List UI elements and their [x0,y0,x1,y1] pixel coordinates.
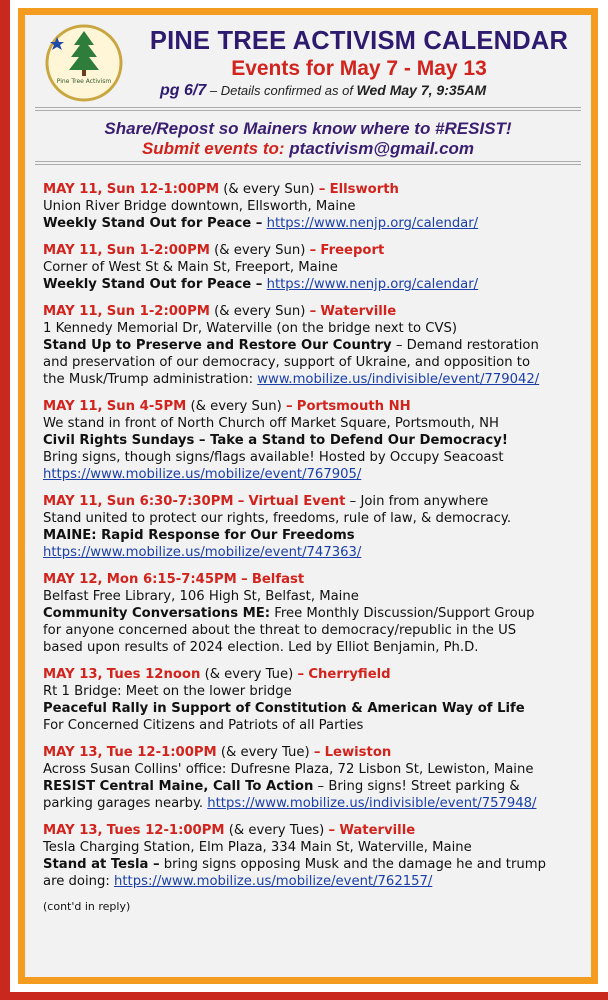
event-description: for anyone concerned about the threat to democracy/republic in the US [43,623,517,638]
event-header [43,822,583,839]
event-description: For Concerned Citizens and Patriots of all Parties [43,718,364,733]
event-location: 1 Kennedy Memorial Dr, Waterville (on the bridge next to CVS) [43,321,458,336]
event-city: Freeport [320,243,385,258]
event-date: MAY 11, [43,182,103,197]
event-description: based upon results of 2024 election. Led by Elliot Benjamin, Ph.D. [43,640,479,655]
event-name: Community Conversations ME: [43,606,271,621]
share-banner: Share/Repost so Mainers know where to #RESIST! [104,119,512,138]
event-item [43,822,583,890]
event-details [43,215,583,232]
event-recurring: (& every Sun) [190,399,282,414]
event-details [43,337,583,354]
event-header [43,493,583,510]
event-description: Bring signs, though signs/flags available! Hosted by Occupy Seacoast [43,450,504,465]
event-date: MAY 13, [43,667,103,682]
event-location: We stand in front of North Church off Market Square, Portsmouth, NH [43,416,499,431]
event-item [43,493,583,561]
page-title: PINE TREE ACTIVISM CALENDAR [149,27,569,55]
event-separator: – [318,182,326,197]
event-date: MAY 13, [43,745,103,760]
submit-banner [25,139,591,159]
submit-label: Submit events to: [141,139,290,158]
page-info [160,82,590,100]
event-location: Belfast Free Library, 106 High St, Belfast, Maine [43,589,359,604]
event-description-link-line [43,371,583,388]
event-date: MAY 13, [43,823,103,838]
event-date: MAY 11, [43,494,103,509]
event-time: Sun 4-5PM [106,399,187,414]
event-recurring: (& every Sun) [214,304,306,319]
event-description-link-line [43,795,583,812]
event-details [43,778,583,795]
page-number: pg 6/7 [160,82,207,99]
event-separator: – [313,745,321,760]
event-separator: – [328,823,336,838]
event-link-line [43,544,583,561]
event-date: MAY 11, [43,304,103,319]
event-city: Ellsworth [329,182,399,197]
event-header [43,744,583,761]
event-link[interactable]: https://www.mobilize.us/indivisible/event/757948/ [207,796,537,811]
event-item [43,744,583,812]
event-header [43,666,583,683]
details-date: Wed May 7, 9:35AM [356,82,487,98]
event-location: Corner of West St & Main St, Freeport, Maine [43,260,338,275]
event-description: – Demand restoration [391,338,539,353]
event-separator: – [309,304,317,319]
event-recurring: (& every Tue) [204,667,294,682]
event-time: Tue 12-1:00PM [106,745,217,760]
event-city: Virtual Event [248,494,346,509]
event-item [43,303,583,388]
event-link[interactable]: https://www.mobilize.us/mobilize/event/762157/ [114,874,433,889]
event-header [43,181,583,198]
event-city: Belfast [251,572,305,587]
page-info-dash: – [206,83,221,98]
event-time: Tues 12noon [106,667,201,682]
event-location: Union River Bridge downtown, Ellsworth, Maine [43,199,356,214]
event-link[interactable]: https://www.nenjp.org/calendar/ [266,216,479,231]
event-details [43,856,583,873]
event-city: Portsmouth NH [296,399,411,414]
event-description: and preservation of our democracy, support of Ukraine, and opposition to [43,355,531,370]
event-name: Weekly Stand Out for Peace – [43,216,263,231]
event-location: Tesla Charging Station, Elm Plaza, 334 Main St, Waterville, Maine [43,840,472,855]
event-location: Across Susan Collins' office: Dufresne Plaza, 72 Lisbon St, Lewiston, Maine [43,762,534,777]
event-link[interactable]: www.mobilize.us/indivisible/event/779042/ [257,372,540,387]
event-details [43,605,583,622]
event-recurring: (& every Tue) [220,745,310,760]
event-name: Weekly Stand Out for Peace – [43,277,263,292]
event-description: are doing: [43,874,114,889]
event-link[interactable]: https://www.mobilize.us/mobilize/event/767905/ [43,467,362,482]
event-description: – Bring signs! Street parking & [313,779,520,794]
event-link[interactable]: https://www.mobilize.us/mobilize/event/747363/ [43,545,362,560]
event-separator: – [237,494,245,509]
event-list [43,181,583,913]
event-name: Peaceful Rally in Support of Constitution & American Way of Life [43,701,525,716]
event-recurring: (& every Sun) [214,243,306,258]
event-description-link-line [43,873,583,890]
event-item [43,666,583,734]
event-city: Lewiston [324,745,392,760]
event-name: MAINE: Rapid Response for Our Freedoms [43,528,355,543]
event-details [43,276,583,293]
event-location: Rt 1 Bridge: Meet on the lower bridge [43,684,292,699]
calendar-panel [25,15,591,977]
submit-email[interactable]: ptactivism@gmail.com [289,139,475,158]
event-name: Civil Rights Sundays – Take a Stand to Defend Our Democracy! [43,433,508,448]
event-time: Sun 1-2:00PM [106,243,210,258]
event-separator: – [241,572,248,587]
event-city: Waterville [320,304,397,319]
event-note: – Join from anywhere [345,494,489,509]
event-header [43,571,583,588]
event-city: Cherryfield [308,667,391,682]
event-recurring: (& every Sun) [223,182,315,197]
pine-tree-logo [41,23,127,103]
event-date: MAY 12, [43,572,103,587]
event-description: bring signs opposing Musk and the damage he and trump [159,857,546,872]
event-separator: – [285,399,293,414]
event-time: Sun 6:30-7:30PM [106,494,234,509]
event-description: the Musk/Trump administration: [43,372,258,387]
event-description: parking garages nearby. [43,796,208,811]
divider-bottom [35,161,581,165]
page-subtitle: Events for May 7 - May 13 [231,57,487,80]
header [25,15,591,105]
event-location: Stand united to protect our rights, freedoms, rule of law, & democracy. [43,511,512,526]
event-time: Sun 12-1:00PM [106,182,220,197]
divider-top [35,107,581,111]
event-city: Waterville [339,823,416,838]
details-label: Details confirmed as of [220,83,357,98]
logo-text: Pine Tree Activism [56,78,112,85]
event-description: Free Monthly Discussion/Support Group [270,606,535,621]
event-item [43,242,583,293]
event-date: MAY 11, [43,243,103,258]
event-header [43,242,583,259]
event-name: Stand Up to Preserve and Restore Our Country [43,338,392,353]
event-time: Mon 6:15-7:45PM [106,572,237,587]
event-name: Stand at Tesla – [43,857,160,872]
event-time: Tues 12-1:00PM [106,823,225,838]
continued-note: (cont'd in reply) [43,900,131,913]
event-header [43,303,583,320]
event-link-line [43,466,583,483]
event-recurring: (& every Tues) [228,823,325,838]
event-date: MAY 11, [43,399,103,414]
event-link[interactable]: https://www.nenjp.org/calendar/ [266,277,479,292]
event-name: RESIST Central Maine, Call To Action [43,779,314,794]
event-separator: – [297,667,305,682]
event-header [43,398,583,415]
event-item [43,398,583,483]
event-time: Sun 1-2:00PM [106,304,210,319]
event-item [43,571,583,656]
event-item [43,181,583,232]
event-separator: – [309,243,317,258]
